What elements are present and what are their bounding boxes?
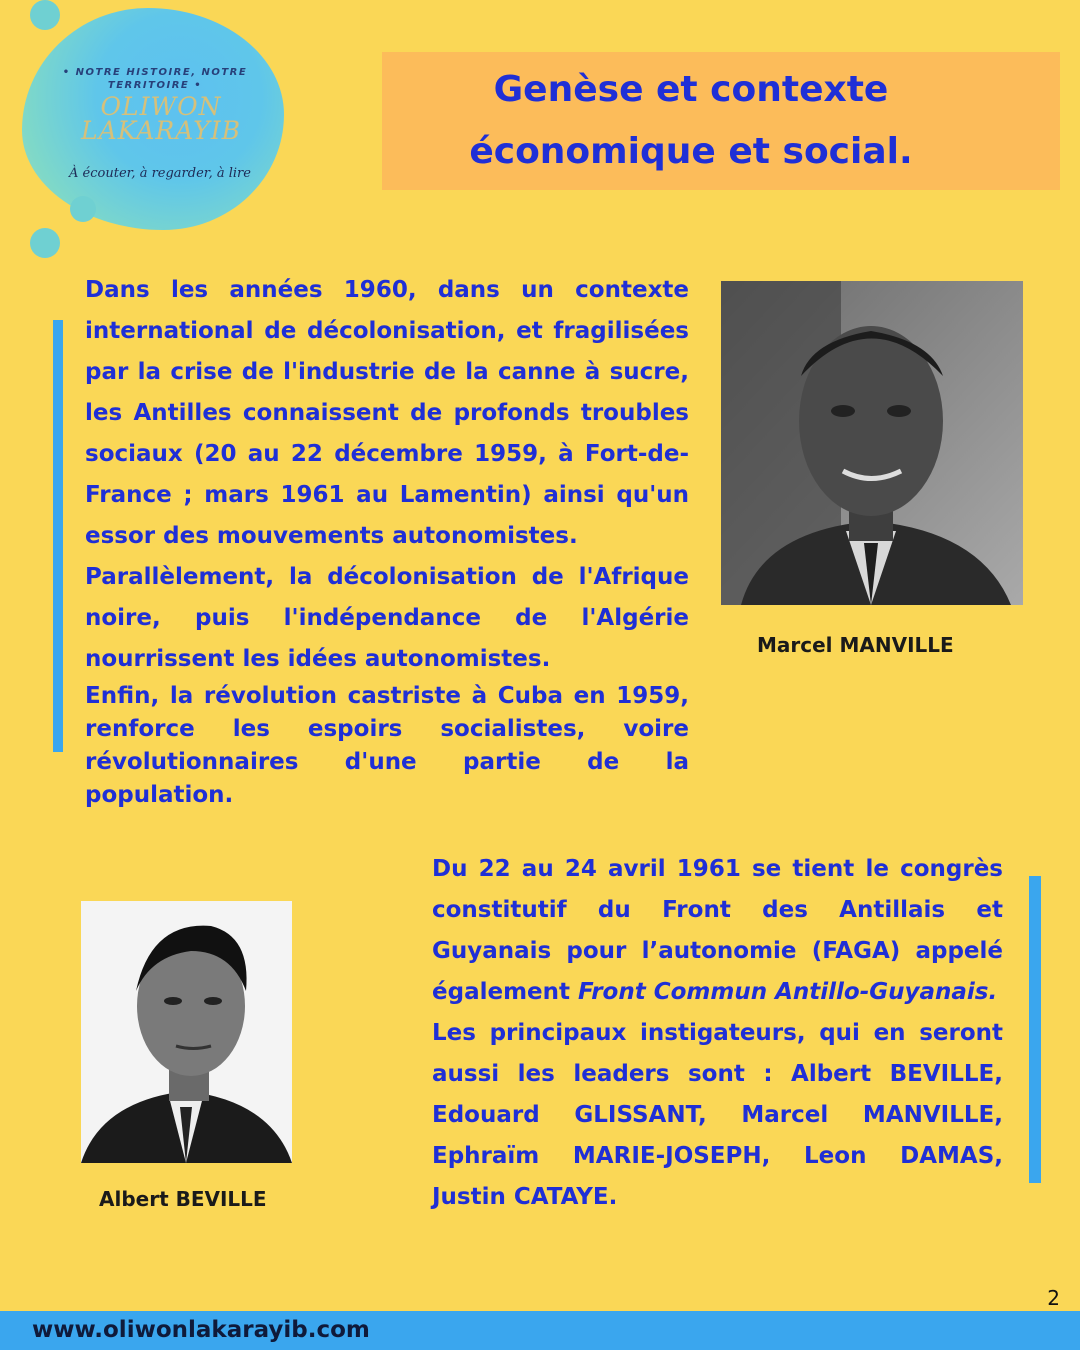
decorative-dot xyxy=(30,228,60,258)
logo-tagline: • NOTRE HISTOIRE, NOTRE TERRITOIRE • xyxy=(62,67,248,91)
footer-bar xyxy=(0,1311,1080,1350)
logo xyxy=(0,0,300,280)
logo-name-line1: OLIWON xyxy=(100,92,222,121)
logo-name-line2: LAKARAYIB xyxy=(81,116,241,145)
section1-paragraph3: Enfin, la révolution castriste à Cuba en 1959, renforce les espoirs socialistes, voire révolutionnaires d'une partie de la population. xyxy=(85,683,689,808)
section2-paragraph1-italic: Front Commun Antillo-Guyanais. xyxy=(578,979,998,1005)
section1-paragraph2: Parallèlement, la décolonisation de l'Afrique noire, puis l'indépendance de l'Algérie nourrissent les idées autonomistes. xyxy=(85,564,689,672)
page-title-line1: Genèse et contexte xyxy=(493,69,889,110)
photo-marcel-manville xyxy=(721,281,1023,605)
title-box xyxy=(382,52,1060,190)
section2-paragraph2: Les principaux instigateurs, qui en seront aussi les leaders sont : Albert BEVILLE, Edouard GLISSANT, Marcel MANVILLE, Ephraïm MARIE-JOSEPH, Leon DAMAS, Justin CATAYE. xyxy=(432,1020,1003,1210)
accent-bar-left xyxy=(53,320,63,752)
decorative-dot xyxy=(30,0,60,30)
section2-paragraph1-start: Du 22 au 24 avril 1961 se tient le congrès constitutif du Front des Antillais et Guyanais pour l’autonomie (FAGA) appelé également xyxy=(432,856,1003,1005)
page-title-line2: économique et social. xyxy=(469,131,913,172)
photo-albert-beville xyxy=(81,901,292,1163)
page-title xyxy=(469,59,972,183)
photo1-caption: Marcel MANVILLE xyxy=(757,633,954,657)
portrait-image xyxy=(721,281,1023,605)
page-number: 2 xyxy=(1047,1286,1060,1310)
decorative-dot xyxy=(70,196,96,222)
section1-text xyxy=(85,270,689,812)
section2-text xyxy=(432,849,1003,1218)
logo-name xyxy=(50,92,272,145)
accent-bar-right xyxy=(1029,876,1041,1183)
section1-paragraph1: Dans les années 1960, dans un contexte international de décolonisation, et fragilisées par la crise de l'industrie de la canne à sucre, les Antilles connaissent de profonds troubles sociaux (20 au 22 décembre 1959, à Fort-de-France ; mars 1961 au Lamentin) ainsi qu'un essor des mouvements autonomistes. xyxy=(85,277,689,549)
footer-website-link[interactable]: www.oliwonlakarayib.com xyxy=(32,1317,370,1343)
photo2-caption: Albert BEVILLE xyxy=(99,1187,267,1211)
section2-paragraph1 xyxy=(432,849,1003,1013)
portrait-image xyxy=(81,901,292,1163)
logo-subtitle: À écouter, à regarder, à lire xyxy=(69,166,251,181)
